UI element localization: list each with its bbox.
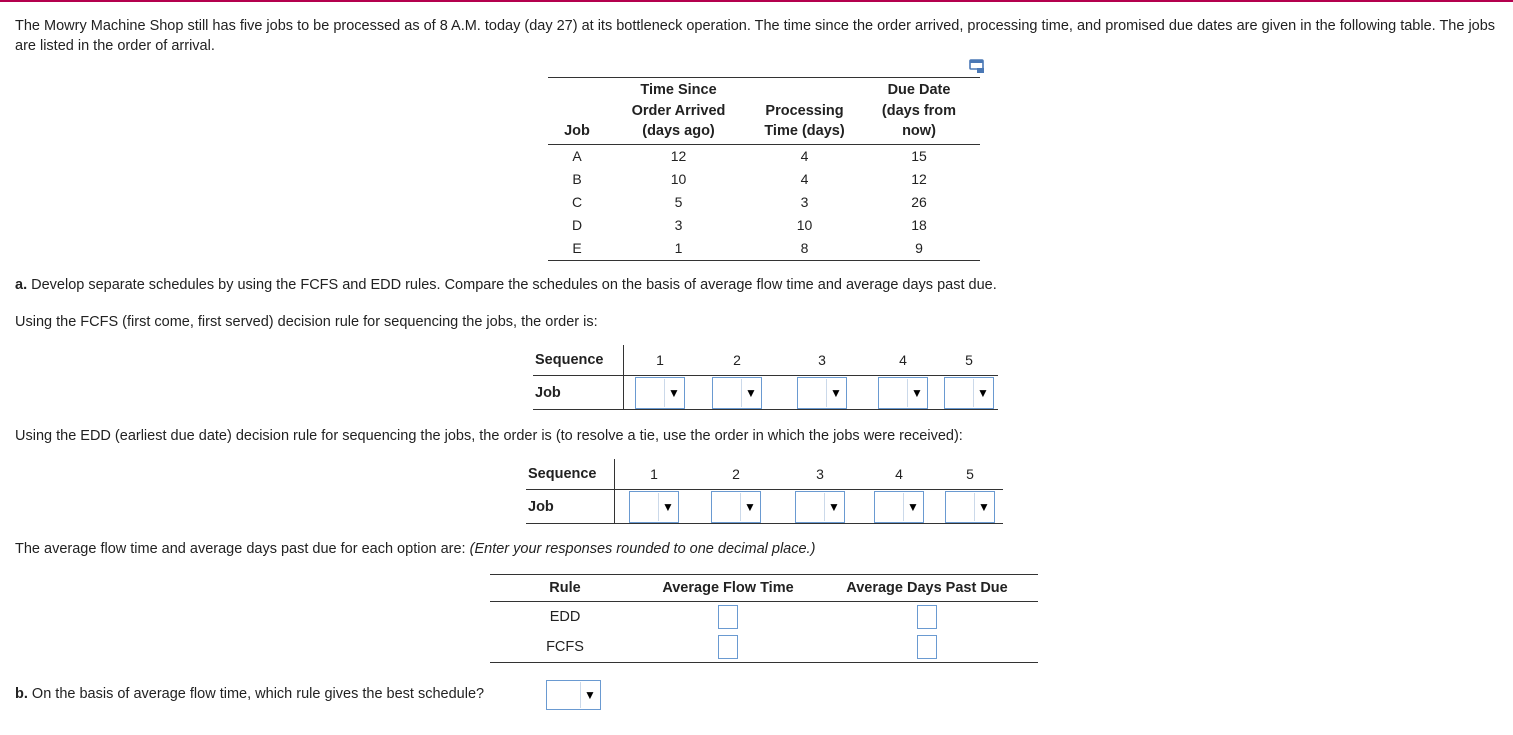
cell-arrived: 5 bbox=[674, 193, 683, 210]
fcfs-prompt: Using the FCFS (first come, first served) decision rule for sequencing the jobs, the order is: bbox=[15, 314, 598, 330]
fcfs-sequence-row bbox=[533, 345, 998, 376]
edd-job-cell-4 bbox=[861, 490, 937, 524]
header-due-line2: (days from bbox=[881, 102, 957, 119]
part-b-text: On the basis of average flow time, which rule gives the best schedule? bbox=[27, 686, 485, 702]
cell-due: 12 bbox=[911, 170, 927, 187]
cell-job: D bbox=[571, 216, 583, 233]
edd-avg-past-due-input[interactable] bbox=[917, 605, 937, 629]
cell-processing: 4 bbox=[800, 170, 809, 187]
results-header bbox=[490, 575, 1038, 602]
header-due-date bbox=[858, 78, 980, 145]
header-arrived-line2: Order Arrived bbox=[631, 102, 726, 119]
fcfs-job-dropdown-1[interactable] bbox=[635, 377, 685, 409]
header-processing-time bbox=[751, 78, 858, 145]
cell-processing: 10 bbox=[796, 216, 813, 233]
edd-sequence-row bbox=[526, 459, 1003, 490]
edd-job-cell-2 bbox=[693, 490, 779, 524]
cell-flow bbox=[640, 602, 816, 633]
edd-job-cell-3 bbox=[779, 490, 861, 524]
fcfs-sequence-label: Sequence bbox=[533, 345, 624, 376]
fcfs-job-row bbox=[533, 376, 998, 410]
cell-flow bbox=[640, 632, 816, 663]
fcfs-seq-pos-1: 1 bbox=[624, 345, 697, 376]
cell-past-due bbox=[816, 632, 1038, 663]
header-due-line3: now) bbox=[902, 123, 936, 139]
fcfs-job-dropdown-5[interactable] bbox=[944, 377, 994, 409]
header-proc-line2: Time (days) bbox=[764, 123, 845, 139]
header-average-flow-time: Average Flow Time bbox=[640, 575, 816, 602]
cell-due: 26 bbox=[911, 193, 927, 210]
edd-sequence-table bbox=[526, 459, 1003, 524]
fcfs-job-cell-4 bbox=[866, 376, 940, 410]
header-due-line1: Due Date bbox=[887, 82, 951, 98]
chevron-down-icon: ▼ bbox=[741, 379, 760, 407]
fcfs-job-cell-1 bbox=[624, 376, 697, 410]
table-row bbox=[548, 144, 980, 168]
edd-job-row bbox=[526, 490, 1003, 524]
fcfs-job-label: Job bbox=[533, 376, 624, 410]
cell-processing: 8 bbox=[800, 239, 809, 256]
table-row bbox=[548, 191, 980, 214]
best-rule-dropdown[interactable] bbox=[546, 680, 601, 710]
edd-seq-pos-4: 4 bbox=[861, 459, 937, 490]
chevron-down-icon: ▼ bbox=[580, 682, 599, 708]
average-prompt bbox=[15, 539, 815, 559]
fcfs-job-dropdown-2[interactable] bbox=[712, 377, 762, 409]
chevron-down-icon: ▼ bbox=[664, 379, 683, 407]
part-a-question bbox=[15, 275, 997, 295]
jobs-data-table bbox=[548, 77, 980, 261]
fcfs-sequence-table bbox=[533, 345, 998, 410]
header-arrived-line3: (days ago) bbox=[642, 123, 715, 139]
copy-table-icon[interactable] bbox=[969, 59, 987, 75]
results-table bbox=[490, 574, 1038, 663]
chevron-down-icon: ▼ bbox=[973, 379, 992, 407]
cell-job: B bbox=[572, 170, 582, 187]
average-prompt-hint: (Enter your responses rounded to one decimal place.) bbox=[469, 541, 816, 557]
cell-processing: 4 bbox=[800, 147, 809, 164]
cell-job: C bbox=[571, 193, 583, 210]
part-b-question bbox=[15, 684, 484, 704]
fcfs-job-cell-3 bbox=[778, 376, 866, 410]
header-average-days-past-due: Average Days Past Due bbox=[816, 575, 1038, 602]
chevron-down-icon: ▼ bbox=[974, 493, 993, 521]
table-row bbox=[490, 632, 1038, 663]
cell-rule: FCFS bbox=[546, 639, 584, 655]
edd-job-dropdown-5[interactable] bbox=[945, 491, 995, 523]
edd-seq-pos-1: 1 bbox=[615, 459, 694, 490]
cell-due: 18 bbox=[911, 216, 927, 233]
part-a-text: Develop separate schedules by using the FCFS and EDD rules. Compare the schedules on the basis of average flow time and average days past due. bbox=[27, 277, 997, 293]
edd-job-dropdown-2[interactable] bbox=[711, 491, 761, 523]
edd-job-cell-1 bbox=[615, 490, 694, 524]
cell-arrived: 12 bbox=[670, 147, 687, 164]
header-rule: Rule bbox=[490, 575, 640, 602]
table-row bbox=[548, 168, 980, 191]
cell-due: 9 bbox=[915, 239, 923, 256]
table-row bbox=[548, 214, 980, 237]
cell-arrived: 10 bbox=[670, 170, 687, 187]
edd-job-dropdown-1[interactable] bbox=[629, 491, 679, 523]
cell-job: A bbox=[572, 147, 582, 164]
fcfs-avg-flow-input[interactable] bbox=[718, 635, 738, 659]
edd-seq-pos-2: 2 bbox=[693, 459, 779, 490]
chevron-down-icon: ▼ bbox=[826, 379, 845, 407]
fcfs-seq-pos-5: 5 bbox=[940, 345, 998, 376]
fcfs-seq-pos-4: 4 bbox=[866, 345, 940, 376]
edd-avg-flow-input[interactable] bbox=[718, 605, 738, 629]
table-row bbox=[548, 237, 980, 261]
fcfs-seq-pos-2: 2 bbox=[696, 345, 778, 376]
cell-due: 15 bbox=[911, 147, 927, 164]
cell-processing: 3 bbox=[800, 193, 809, 210]
header-proc-line1: Processing bbox=[765, 102, 844, 119]
fcfs-seq-pos-3: 3 bbox=[778, 345, 866, 376]
cell-rule: EDD bbox=[549, 609, 581, 625]
problem-intro: The Mowry Machine Shop still has five jobs to be processed as of 8 A.M. today (day 27) at its bottleneck operation. The time since the order arrived, processing time, and promised due dates are given in the following table. The jobs are listed in the order of arrival. bbox=[15, 18, 1496, 54]
cell-past-due bbox=[816, 602, 1038, 633]
header-job: Job bbox=[548, 78, 606, 145]
edd-job-cell-5 bbox=[937, 490, 1003, 524]
table-row bbox=[490, 602, 1038, 633]
cell-arrived: 1 bbox=[674, 239, 683, 256]
fcfs-job-cell-2 bbox=[696, 376, 778, 410]
top-accent-line bbox=[0, 0, 1513, 2]
fcfs-job-dropdown-3[interactable] bbox=[797, 377, 847, 409]
header-time-since-arrived bbox=[606, 78, 751, 145]
chevron-down-icon: ▼ bbox=[903, 493, 922, 521]
edd-seq-pos-5: 5 bbox=[937, 459, 1003, 490]
edd-sequence-label: Sequence bbox=[526, 459, 615, 490]
average-prompt-text: The average flow time and average days past due for each option are: bbox=[15, 541, 470, 557]
edd-prompt: Using the EDD (earliest due date) decision rule for sequencing the jobs, the order is (to resolve a tie, use the order in which the jobs were received): bbox=[15, 428, 963, 444]
chevron-down-icon: ▼ bbox=[740, 493, 759, 521]
edd-job-label: Job bbox=[526, 490, 615, 524]
jobs-table-header bbox=[548, 78, 980, 145]
part-a-label: a. bbox=[15, 277, 28, 293]
fcfs-avg-past-due-input[interactable] bbox=[917, 635, 937, 659]
fcfs-job-dropdown-4[interactable] bbox=[878, 377, 928, 409]
cell-arrived: 3 bbox=[674, 216, 683, 233]
chevron-down-icon: ▼ bbox=[907, 379, 926, 407]
part-b-label: b. bbox=[15, 686, 28, 702]
cell-job: E bbox=[572, 239, 582, 256]
edd-seq-pos-3: 3 bbox=[779, 459, 861, 490]
edd-job-dropdown-4[interactable] bbox=[874, 491, 924, 523]
header-arrived-line1: Time Since bbox=[640, 82, 717, 98]
fcfs-job-cell-5 bbox=[940, 376, 998, 410]
chevron-down-icon: ▼ bbox=[658, 493, 677, 521]
chevron-down-icon: ▼ bbox=[824, 493, 843, 521]
edd-job-dropdown-3[interactable] bbox=[795, 491, 845, 523]
